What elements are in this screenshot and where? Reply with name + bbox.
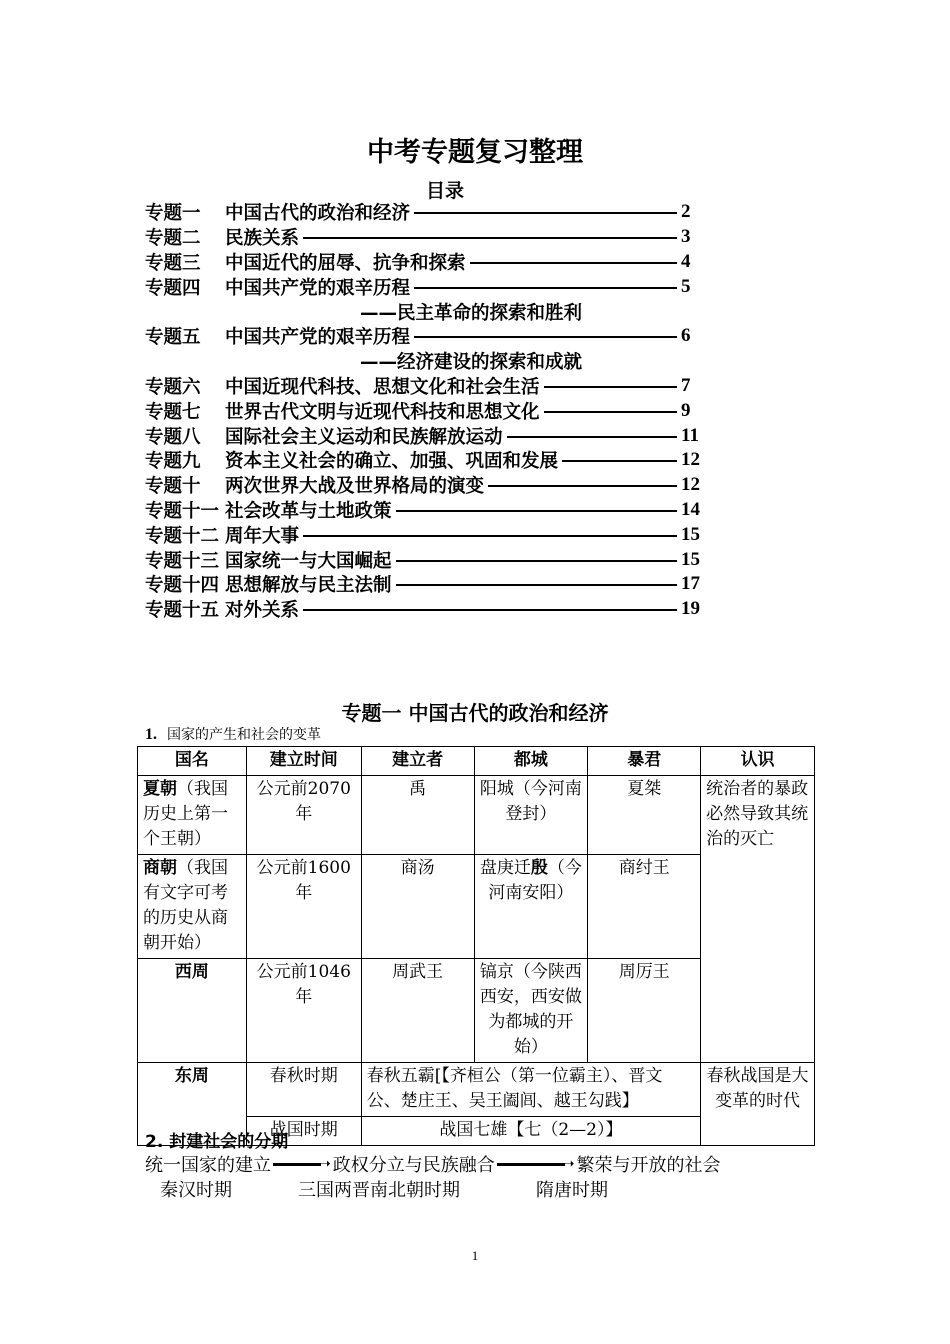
cell-dynasty: 东周 xyxy=(138,1063,247,1146)
cell-founder: 禹 xyxy=(361,776,474,855)
cell-period: 春秋时期 xyxy=(246,1063,361,1117)
dynasty-table xyxy=(137,746,815,1146)
period-label: 三国两晋南北朝时期 xyxy=(298,1180,460,1201)
toc-item: 专题五 中国共产党的艰辛历程 6 xyxy=(145,325,691,349)
period-flow xyxy=(145,1151,720,1177)
cell-founder: 商汤 xyxy=(361,855,474,959)
toc-item: 专题三 中国近代的屈辱、抗争和探索 4 xyxy=(145,250,691,274)
toc-item: 专题十四 思想解放与民主法制 17 xyxy=(145,573,700,597)
cell-tyrant: 夏桀 xyxy=(588,776,701,855)
cell-time: 公元前2070年 xyxy=(246,776,361,855)
arrow-right-icon: ➝ xyxy=(273,1157,331,1171)
cell-dynasty: 西周 xyxy=(138,959,247,1063)
toc-item: 专题六 中国近现代科技、思想文化和社会生活 7 xyxy=(145,374,691,398)
table-of-contents xyxy=(145,200,705,622)
column-header: 暴君 xyxy=(588,747,701,776)
cell-capital: 镐京（今陕西西安，西安做为都城的开始） xyxy=(474,959,588,1063)
toc-heading: 目录 xyxy=(425,180,464,202)
cell-time: 公元前1046年 xyxy=(246,959,361,1063)
toc-item-subtitle: ——民主革命的探索和胜利 xyxy=(360,302,583,324)
arrow-right-icon: ➝ xyxy=(497,1157,575,1171)
column-header: 都城 xyxy=(474,747,588,776)
table-header-row xyxy=(138,747,815,776)
toc-item: 专题十五 对外关系 19 xyxy=(145,598,700,622)
toc-item: 专题十二 周年大事 15 xyxy=(145,523,700,547)
cell-insight: 统治者的暴政必然导致其统治的灭亡 xyxy=(701,776,815,1063)
toc-item: 专题二 民族关系 3 xyxy=(145,226,691,250)
column-header: 建立者 xyxy=(361,747,474,776)
cell-dynasty: 夏朝（我国历史上第一个王朝） xyxy=(138,776,247,855)
document-title: 中考专题复习整理 xyxy=(367,137,583,168)
subsection-heading: 2. 封建社会的分期 xyxy=(145,1132,289,1152)
flow-step: 统一国家的建立 xyxy=(145,1155,271,1176)
subsection-heading: 1. 国家的产生和社会的变革 xyxy=(145,726,321,743)
period-label: 秦汉时期 xyxy=(160,1180,232,1201)
toc-item: 专题十一 社会改革与土地政策 14 xyxy=(145,498,700,522)
section-title: 专题一 中国古代的政治和经济 xyxy=(341,701,609,725)
cell-tyrant: 商纣王 xyxy=(588,855,701,959)
cell-founder: 周武王 xyxy=(361,959,474,1063)
flow-step: 繁荣与开放的社会 xyxy=(576,1155,721,1176)
toc-item-subtitle: ——经济建设的探索和成就 xyxy=(360,352,583,374)
cell-insight: 春秋战国是大变革的时代 xyxy=(701,1063,815,1146)
toc-item: 专题一 中国古代的政治和经济 2 xyxy=(145,201,691,225)
cell-dynasty: 商朝（我国有文字可考的历史从商朝开始） xyxy=(138,855,247,959)
period-label: 隋唐时期 xyxy=(536,1180,608,1201)
cell-period-desc: 春秋五霸[【齐桓公（第一位霸主）、晋文公、楚庄王、吴王阖闾、越王勾践】 xyxy=(361,1063,700,1117)
cell-tyrant: 周厉王 xyxy=(588,959,701,1063)
toc-item: 专题十三 国家统一与大国崛起 15 xyxy=(145,548,700,572)
column-header: 国名 xyxy=(138,747,247,776)
page-number: 1 xyxy=(471,1248,479,1263)
toc-item: 专题九 资本主义社会的确立、加强、巩固和发展 12 xyxy=(145,449,700,473)
toc-item: 专题四 中国共产党的艰辛历程 5 xyxy=(145,275,691,299)
flow-step: 政权分立与民族融合 xyxy=(332,1155,495,1176)
cell-period: 战国时期 xyxy=(246,1117,361,1146)
toc-item: 专题十 两次世界大战及世界格局的演变 12 xyxy=(145,474,700,498)
cell-capital: 阳城（今河南登封） xyxy=(474,776,588,855)
toc-item: 专题八 国际社会主义运动和民族解放运动 11 xyxy=(145,424,699,448)
column-header: 建立时间 xyxy=(246,747,361,776)
table-row xyxy=(138,1063,815,1117)
toc-item: 专题七 世界古代文明与近现代科技和思想文化 9 xyxy=(145,399,691,423)
cell-period-desc: 战国七雄【七（2—2）】 xyxy=(361,1117,700,1146)
table-row xyxy=(138,776,815,855)
cell-time: 公元前1600年 xyxy=(246,855,361,959)
column-header: 认识 xyxy=(701,747,815,776)
cell-capital: 盘庚迁殷（今河南安阳） xyxy=(474,855,588,959)
